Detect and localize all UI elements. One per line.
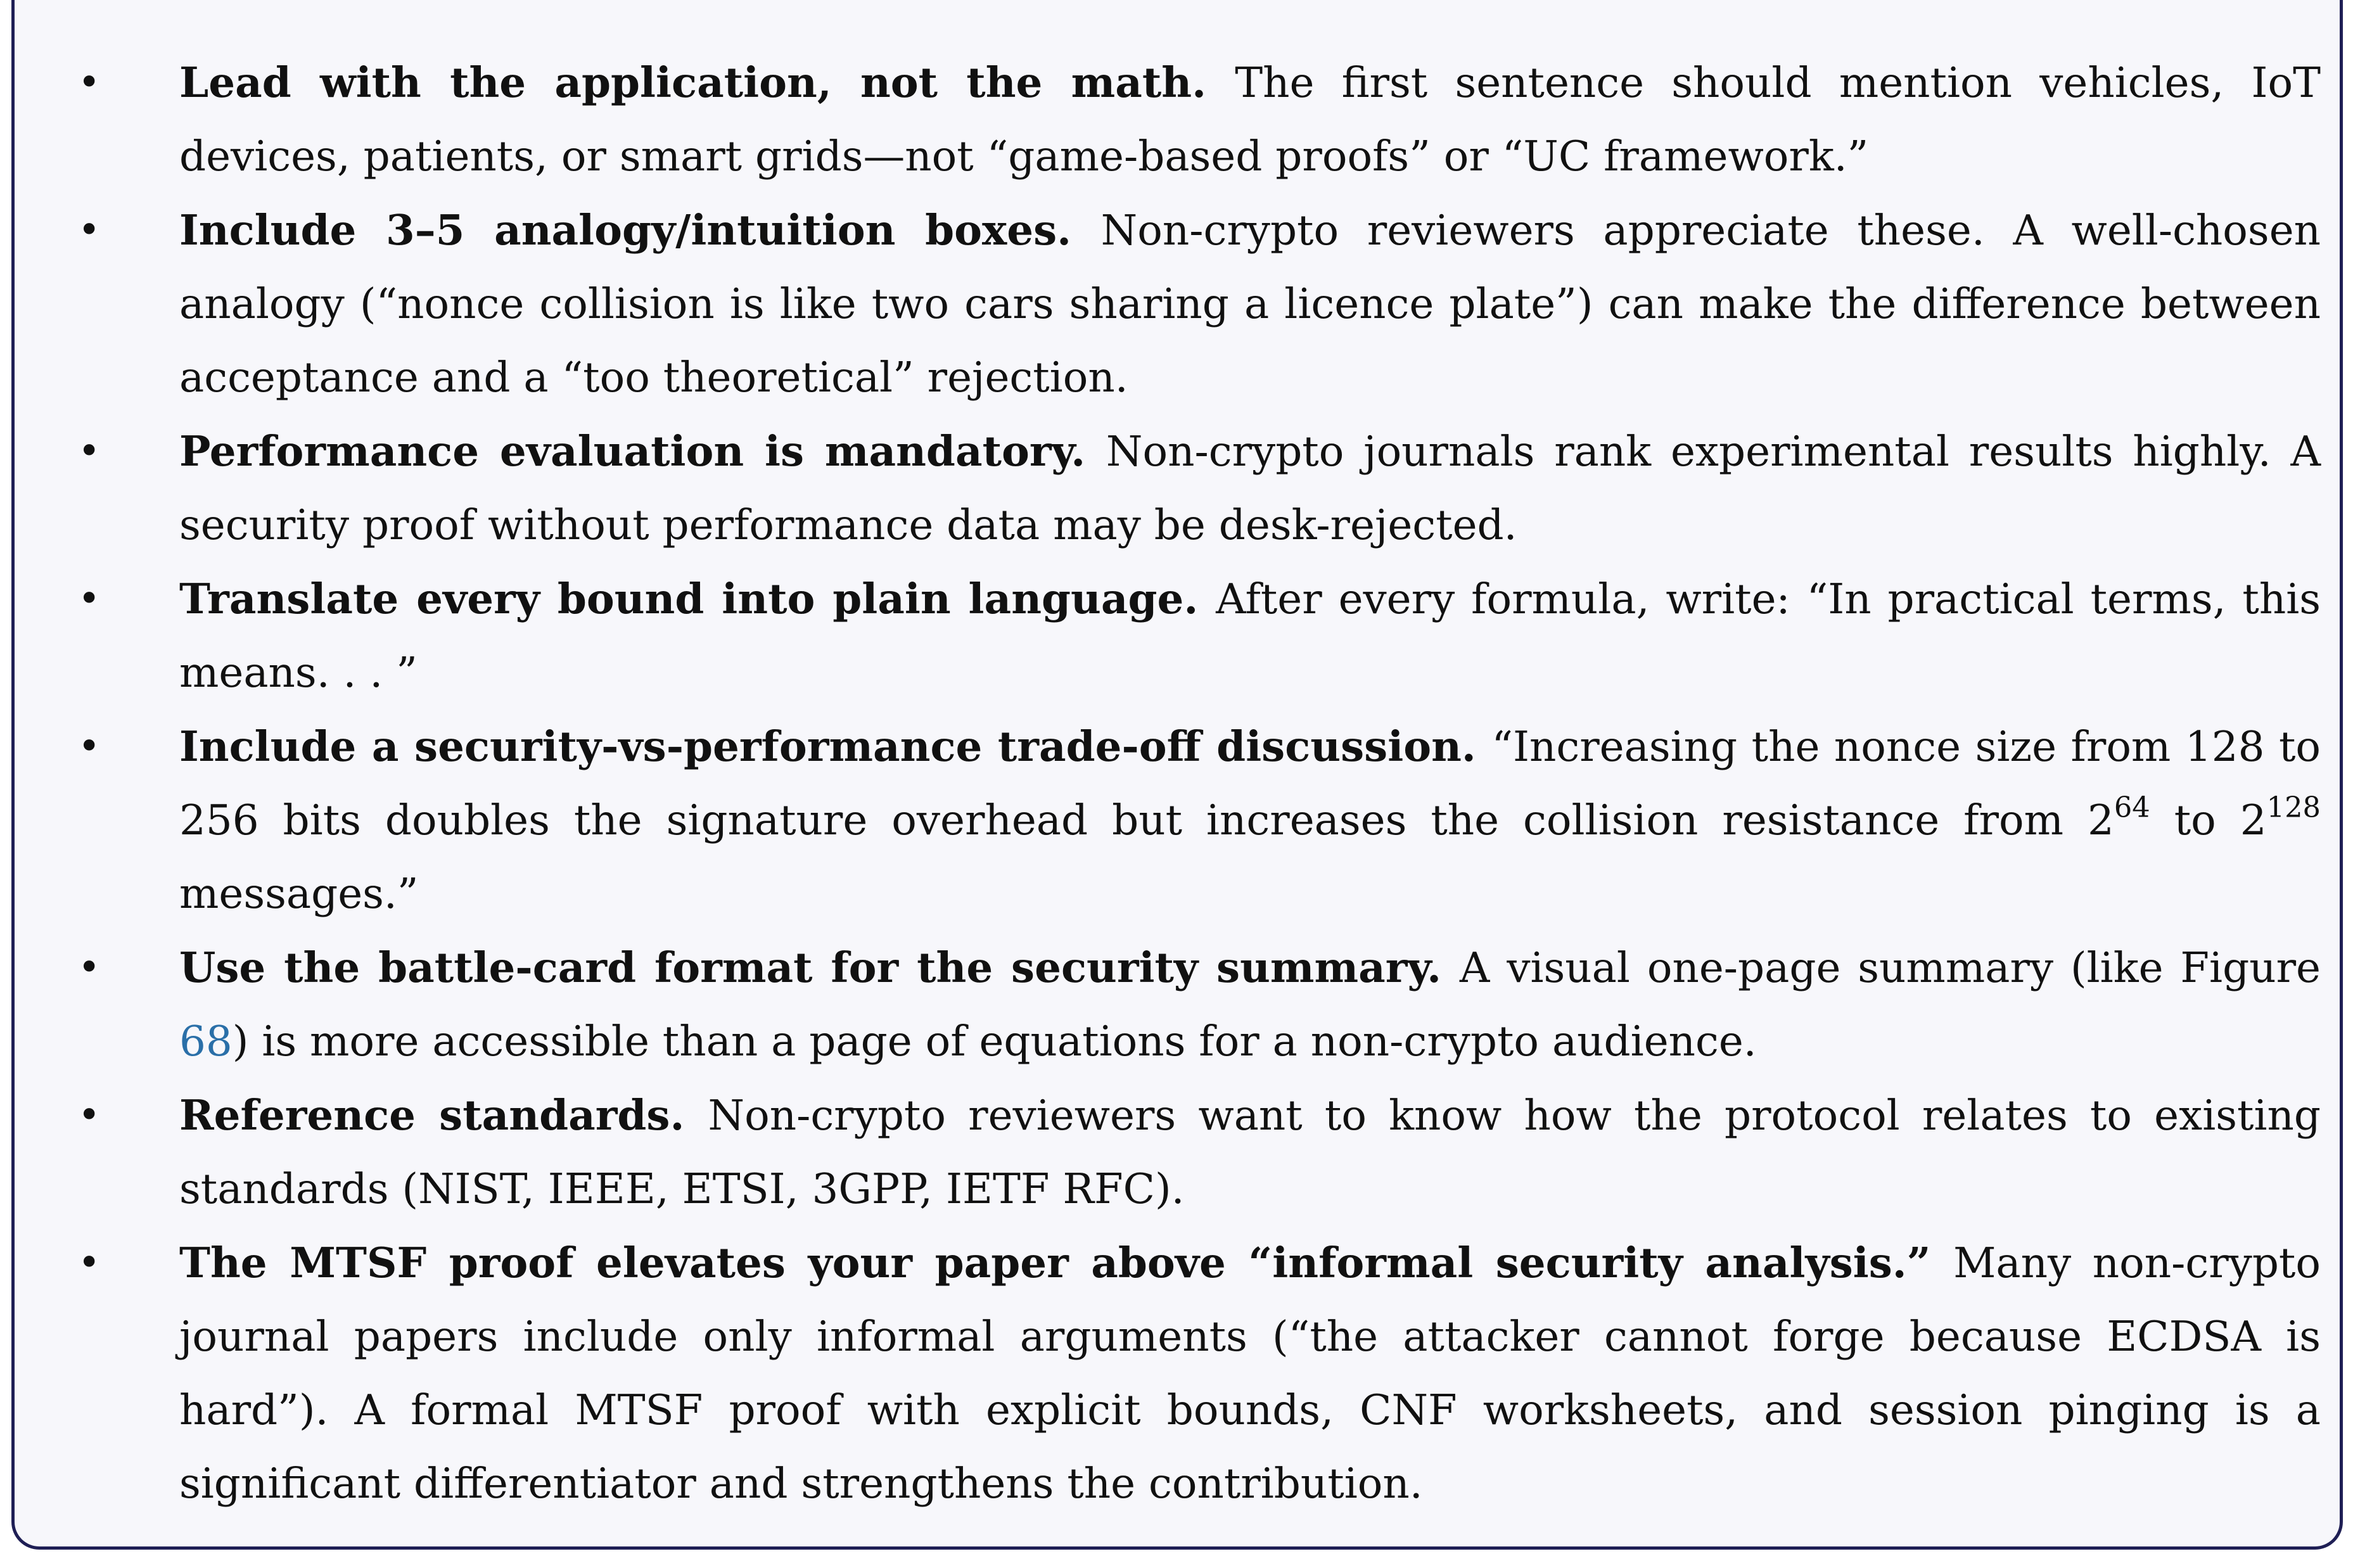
item-lead: Translate every bound into plain language. (179, 574, 1216, 623)
item-lead: Include 3–5 analogy/intuition boxes. (179, 205, 1101, 255)
bullet-icon: • (78, 945, 101, 990)
item-text: Non-crypto journals rank experimental results highly. A security proof without performance data may be desk-rejected. (179, 427, 2321, 549)
item-text: Non-crypto reviewers appreciate these. A well-chosen analogy (“nonce collision is like two cars sharing a licence plate”) can make the difference between acceptance and a “too theoretical” rejection. (179, 206, 2321, 402)
item-text: to 2 (2150, 796, 2267, 845)
list-item (78, 931, 2321, 1078)
bullet-icon: • (78, 208, 101, 252)
item-lead: Reference standards. (179, 1090, 708, 1140)
item-text: A visual one-page summary (like Figure (1459, 943, 2321, 992)
list-item (78, 710, 2321, 931)
item-text: ) is more accessible than a page of equations for a non-crypto audience. (232, 1017, 1757, 1066)
list-item (78, 193, 2321, 414)
item-lead: Include a security-vs-performance trade-off discussion. (179, 722, 1492, 771)
exponent: 64 (2114, 790, 2150, 824)
list-item (78, 562, 2321, 710)
list-item (78, 1078, 2321, 1226)
figure-link[interactable]: 68 (179, 1017, 233, 1066)
item-lead: Lead with the application, not the math. (179, 58, 1235, 107)
item-text: messages.” (179, 869, 419, 918)
bullet-icon: • (78, 724, 101, 768)
item-lead: Use the battle-card format for the security summary. (179, 943, 1460, 992)
tips-list (78, 46, 2321, 1520)
item-text: “Increasing the nonce size from 128 to 256 bits doubles the signature overhead but increases the collision resistance from 2 (179, 722, 2321, 845)
list-item (78, 46, 2321, 193)
item-text: After every formula, write: “In practical terms, this means. . . ” (179, 575, 2321, 697)
list-item (78, 414, 2321, 562)
bullet-icon: • (78, 577, 101, 621)
item-text: Many non-crypto journal papers include only informal arguments (“the attacker cannot forge because ECDSA is hard”). A formal MTSF proof with explicit bounds, CNF worksheets, and session pinging is a significant differentiator and strengthens the contribution. (179, 1239, 2321, 1508)
bullet-icon: • (78, 1240, 101, 1285)
bullet-icon: • (78, 429, 101, 473)
item-text: The first sentence should mention vehicles, IoT devices, patients, or smart grids—not “game-based proofs” or “UC framework.” (179, 58, 2321, 181)
item-text: Non-crypto reviewers want to know how the protocol relates to existing standards (NIST, IEEE, ETSI, 3GPP, IETF RFC). (179, 1091, 2321, 1213)
bullet-icon: • (78, 1093, 101, 1137)
list-item (78, 1226, 2321, 1520)
exponent: 128 (2266, 790, 2321, 824)
bullet-icon: • (78, 60, 101, 105)
tips-box (11, 0, 2343, 1550)
item-lead: The MTSF proof elevates your paper above “informal security analysis.” (179, 1238, 1954, 1287)
item-lead: Performance evaluation is mandatory. (179, 426, 1106, 476)
